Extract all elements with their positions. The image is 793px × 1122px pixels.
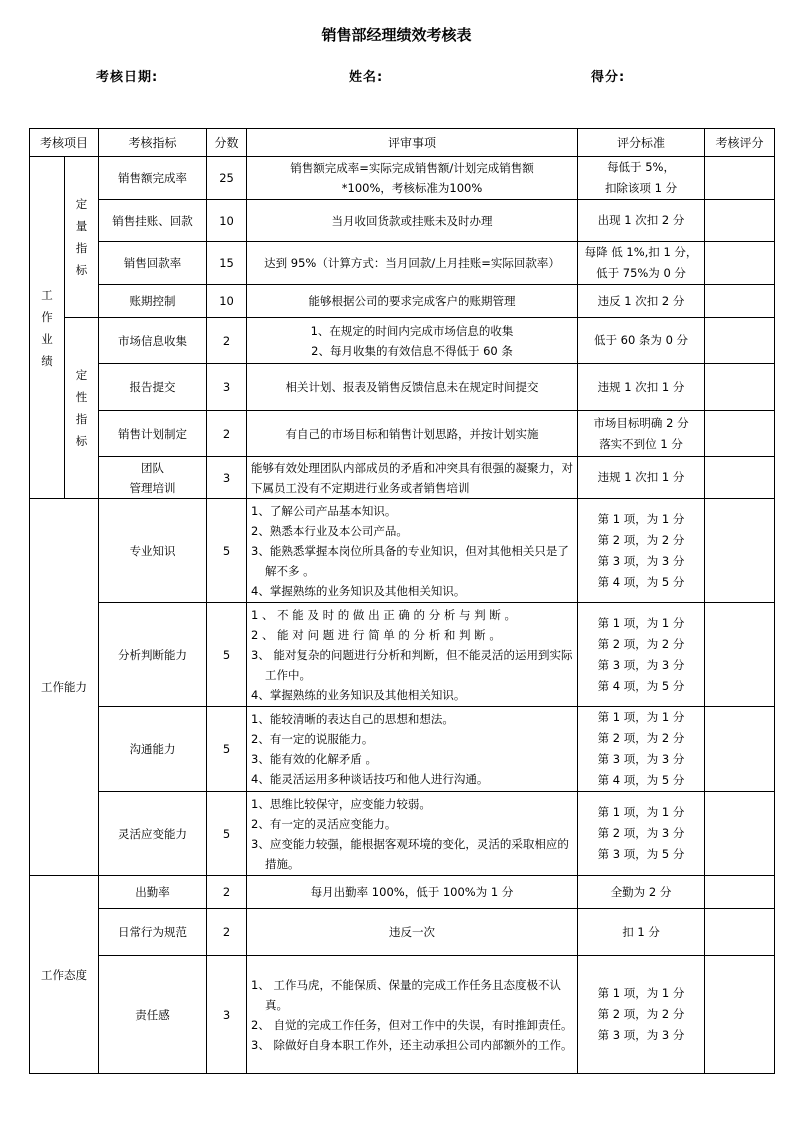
points-cell: 3 — [207, 457, 247, 499]
indicator-cell: 日常行为规范 — [99, 909, 207, 956]
evaluation-cell[interactable] — [705, 792, 775, 876]
standard-line: 第 3 项，为 3 分 — [597, 657, 685, 672]
criteria-line: 有自己的市场目标和销售计划思路，并按计划实施 — [285, 426, 539, 441]
subsection-quantitative: 定 量 指 标 — [65, 157, 99, 318]
criteria-line: 3、能熟悉掌握本岗位所具备的专业知识，但对其他相关只是了解不多 。 — [251, 543, 569, 578]
page-title: 销售部经理绩效考核表 — [321, 26, 472, 44]
standard-line: 第 2 项，为 2 分 — [597, 731, 685, 745]
standard-line: 第 2 项，为 2 分 — [597, 636, 685, 651]
indicator-cell: 销售计划制定 — [99, 411, 207, 457]
evaluation-cell[interactable] — [705, 603, 775, 707]
evaluation-cell[interactable] — [705, 364, 775, 411]
table-row — [30, 411, 775, 457]
criteria-line: 每月出勤率 100%，低于 100%为 1 分 — [310, 885, 514, 899]
standard-cell — [578, 876, 705, 909]
standard-cell — [578, 200, 705, 242]
standard-line: 每降 低 1%,扣 1 分， — [584, 245, 698, 259]
table-row — [30, 242, 775, 285]
criteria-line: 3、能有效的化解矛盾 。 — [251, 752, 377, 766]
header-standard: 评分标准 — [578, 129, 705, 157]
criteria-line: 达到 95%（计算方式：当月回款/上月挂账=实际回款率） — [264, 256, 560, 270]
indicator-cell: 责任感 — [99, 956, 207, 1074]
criteria-line: 2、 自觉的完成工作任务，但对工作中的失误，有时推卸责任。 — [251, 1017, 573, 1032]
assessment-table — [29, 128, 775, 1074]
indicator-cell: 专业知识 — [99, 499, 207, 603]
standard-line: 第 4 项，为 5 分 — [597, 678, 685, 693]
standard-line: 第 3 项，为 3 分 — [597, 553, 685, 568]
table-row — [30, 157, 775, 200]
header-criteria: 评审事项 — [247, 129, 578, 157]
criteria-line: 3、应变能力较强，能根据客观环境的变化，灵活的采取相应的措施。 — [251, 836, 569, 871]
criteria-line: 能够根据公司的要求完成客户的账期管理 — [308, 294, 516, 308]
standard-line: 全勤为 2 分 — [610, 884, 672, 899]
criteria-cell — [247, 909, 578, 956]
criteria-line: 4、掌握熟练的业务知识及其他相关知识。 — [251, 583, 466, 598]
table-row — [30, 285, 775, 318]
standard-line: 扣 1 分 — [622, 924, 660, 939]
points-cell: 5 — [207, 603, 247, 707]
table-row — [30, 792, 775, 876]
points-cell: 5 — [207, 707, 247, 792]
criteria-cell — [247, 411, 578, 457]
criteria-cell — [247, 499, 578, 603]
criteria-line: 1、思维比较保守，应变能力较弱。 — [251, 796, 431, 811]
criteria-line: 销售额完成率=实际完成销售额/计划完成销售额 — [290, 161, 534, 175]
date-label: 考核日期: — [96, 70, 159, 85]
indicator-cell: 报告提交 — [99, 364, 207, 411]
points-cell: 2 — [207, 411, 247, 457]
header-evaluation: 考核评分 — [705, 129, 775, 157]
standard-line: 第 2 项，为 2 分 — [597, 532, 685, 547]
standard-line: 低于 60 条为 0 分 — [593, 333, 689, 347]
standard-line: 扣除该项 1 分 — [604, 181, 678, 195]
evaluation-cell[interactable] — [705, 876, 775, 909]
standard-line: 市场目标明确 2 分 — [593, 415, 689, 430]
points-cell: 25 — [207, 157, 247, 200]
criteria-line: 4、掌握熟练的业务知识及其他相关知识。 — [251, 687, 466, 702]
section-attitude: 工作态度 — [30, 876, 99, 1074]
score-label: 得分: — [591, 70, 626, 85]
section-performance: 工 作 业 绩 — [30, 157, 65, 499]
criteria-line: 能够有效处理团队内部成员的矛盾和冲突具有很强的凝聚力，对下属员工没有不定期进行业务或者销售培训 — [251, 460, 574, 495]
criteria-cell — [247, 364, 578, 411]
criteria-cell — [247, 318, 578, 364]
criteria-cell — [247, 157, 578, 200]
evaluation-cell[interactable] — [705, 318, 775, 364]
criteria-line: 3、 能对复杂的问题进行分析和判断，但不能灵活的运用到实际工作中。 — [251, 647, 573, 682]
evaluation-cell[interactable] — [705, 457, 775, 499]
criteria-line: 当月收回货款或挂账未及时办理 — [331, 213, 493, 228]
header-category: 考核项目 — [30, 129, 99, 157]
criteria-line: 相关计划、报表及销售反馈信息未在规定时间提交 — [285, 380, 539, 394]
criteria-cell — [247, 876, 578, 909]
standard-cell — [578, 457, 705, 499]
criteria-line: 1、在规定的时间内完成市场信息的收集 — [310, 323, 514, 338]
evaluation-cell[interactable] — [705, 285, 775, 318]
indicator-cell: 沟通能力 — [99, 707, 207, 792]
evaluation-cell[interactable] — [705, 200, 775, 242]
header-points: 分数 — [207, 129, 247, 157]
evaluation-cell[interactable] — [705, 499, 775, 603]
standard-cell — [578, 242, 705, 285]
standard-line: 第 3 项，为 3 分 — [597, 1028, 685, 1042]
standard-line: 第 2 项，为 3 分 — [597, 826, 685, 840]
criteria-line: 2、熟悉本行业及本公司产品。 — [251, 523, 408, 538]
standard-cell — [578, 411, 705, 457]
indicator-line: 团队 — [141, 460, 165, 475]
evaluation-cell[interactable] — [705, 411, 775, 457]
points-cell: 2 — [207, 876, 247, 909]
standard-line: 第 1 项，为 1 分 — [597, 805, 685, 819]
table-row — [30, 956, 775, 1074]
standard-line: 违规 1 次扣 1 分 — [597, 470, 685, 484]
standard-line: 出现 1 次扣 2 分 — [597, 213, 685, 227]
criteria-line: 2、有一定的说服能力。 — [251, 732, 374, 746]
standard-cell — [578, 285, 705, 318]
standard-cell — [578, 157, 705, 200]
criteria-line: 2、每月收集的有效信息不得低于 60 条 — [311, 343, 513, 358]
evaluation-cell[interactable] — [705, 157, 775, 200]
criteria-cell — [247, 242, 578, 285]
indicator-cell: 灵活应变能力 — [99, 792, 207, 876]
standard-line: 第 4 项，为 5 分 — [597, 773, 685, 787]
name-label: 姓名: — [349, 70, 384, 85]
criteria-line: *100%，考核标准为100% — [341, 181, 483, 195]
standard-line: 第 3 项，为 3 分 — [597, 752, 685, 766]
standard-line: 违规 1 次扣 1 分 — [597, 379, 685, 394]
standard-cell — [578, 318, 705, 364]
table-row — [30, 909, 775, 956]
criteria-line: 1 、 不 能 及 时 的 做 出 正 确 的 分 析 与 判 断 。 — [251, 607, 516, 622]
criteria-cell — [247, 792, 578, 876]
points-cell: 3 — [207, 364, 247, 411]
criteria-cell — [247, 707, 578, 792]
standard-line: 每低于 5%， — [607, 160, 675, 174]
subsection-qualitative: 定 性 指 标 — [65, 318, 99, 499]
criteria-cell — [247, 200, 578, 242]
table-row — [30, 457, 775, 499]
table-row — [30, 707, 775, 792]
standard-line: 第 2 项，为 2 分 — [597, 1007, 685, 1021]
indicator-line: 管理培训 — [129, 480, 176, 495]
criteria-cell — [247, 603, 578, 707]
criteria-cell — [247, 457, 578, 499]
points-cell: 3 — [207, 956, 247, 1074]
standard-cell — [578, 364, 705, 411]
header-row — [30, 129, 775, 157]
standard-cell — [578, 707, 705, 792]
standard-line: 第 1 项，为 1 分 — [597, 615, 685, 630]
indicator-cell: 销售回款率 — [99, 242, 207, 285]
evaluation-cell[interactable] — [705, 707, 775, 792]
points-cell: 5 — [207, 499, 247, 603]
standard-line: 第 1 项，为 1 分 — [597, 511, 685, 526]
criteria-line: 违反一次 — [389, 925, 436, 939]
points-cell: 10 — [207, 200, 247, 242]
indicator-cell: 销售挂账、回款 — [99, 200, 207, 242]
standard-line: 违反 1 次扣 2 分 — [597, 293, 685, 308]
criteria-line: 1、 工作马虎，不能保质、保量的完成工作任务且态度极不认真。 — [251, 977, 561, 1012]
standard-line: 第 4 项，为 5 分 — [597, 574, 685, 589]
criteria-line: 3、 除做好自身本职工作外，还主动承担公司内部额外的工作。 — [251, 1037, 573, 1052]
points-cell: 2 — [207, 909, 247, 956]
criteria-line: 2、有一定的灵活应变能力。 — [251, 816, 397, 831]
evaluation-cell[interactable] — [705, 956, 775, 1074]
table-row — [30, 318, 775, 364]
indicator-cell: 销售额完成率 — [99, 157, 207, 200]
section-ability: 工作能力 — [30, 499, 99, 876]
indicator-cell: 市场信息收集 — [99, 318, 207, 364]
criteria-cell — [247, 956, 578, 1074]
evaluation-cell[interactable] — [705, 909, 775, 956]
table-row — [30, 876, 775, 909]
standard-line: 低于 75%为 0 分 — [596, 266, 686, 280]
standard-line: 落实不到位 1 分 — [599, 436, 683, 451]
table-row — [30, 603, 775, 707]
standard-cell — [578, 792, 705, 876]
points-cell: 2 — [207, 318, 247, 364]
points-cell: 10 — [207, 285, 247, 318]
standard-cell — [578, 499, 705, 603]
criteria-line: 1、能较清晰的表达自己的思想和想法。 — [251, 712, 454, 726]
standard-cell — [578, 603, 705, 707]
standard-cell — [578, 909, 705, 956]
standard-line: 第 1 项，为 1 分 — [597, 986, 685, 1000]
header-indicator: 考核指标 — [99, 129, 207, 157]
standard-line: 第 1 项，为 1 分 — [597, 710, 685, 724]
points-cell: 5 — [207, 792, 247, 876]
table-row — [30, 499, 775, 603]
table-row — [30, 200, 775, 242]
criteria-cell — [247, 285, 578, 318]
standard-cell — [578, 956, 705, 1074]
indicator-cell: 出勤率 — [99, 876, 207, 909]
points-cell: 15 — [207, 242, 247, 285]
standard-line: 第 3 项，为 5 分 — [597, 847, 685, 861]
evaluation-cell[interactable] — [705, 242, 775, 285]
criteria-line: 2 、 能 对 问 题 进 行 简 单 的 分 析 和 判 断 。 — [251, 627, 501, 642]
indicator-cell: 分析判断能力 — [99, 603, 207, 707]
table-row — [30, 364, 775, 411]
indicator-cell: 账期控制 — [99, 285, 207, 318]
criteria-line: 1、了解公司产品基本知识。 — [251, 503, 397, 518]
criteria-line: 4、能灵活运用多种谈话技巧和他人进行沟通。 — [251, 772, 489, 786]
indicator-cell — [99, 457, 207, 499]
